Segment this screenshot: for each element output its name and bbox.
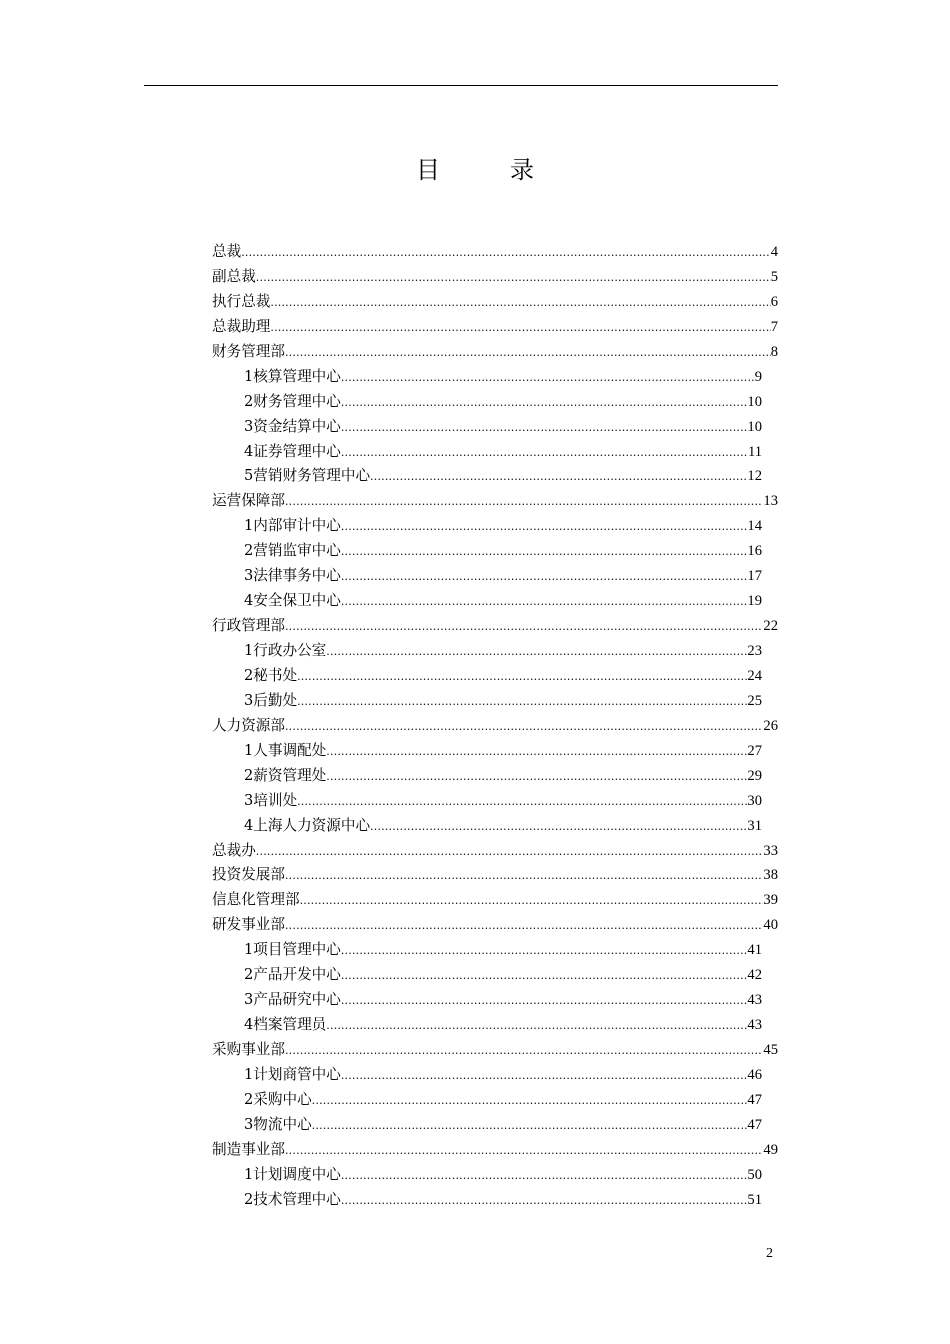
toc-entry[interactable]: [212, 814, 762, 839]
toc-dot-leader: [297, 665, 747, 690]
toc-dot-leader: [370, 465, 747, 490]
toc-dot-leader: [341, 590, 748, 615]
toc-entry-page: 50: [747, 1166, 762, 1183]
toc-entry-page: 25: [747, 692, 762, 709]
toc-entry[interactable]: [212, 589, 762, 614]
toc-dot-leader: [285, 490, 763, 515]
toc-entry[interactable]: [212, 938, 762, 963]
toc-entry[interactable]: [212, 739, 762, 764]
toc-entry-label: 2采购中心: [244, 1090, 312, 1108]
toc-entry[interactable]: [212, 1163, 762, 1188]
toc-entry[interactable]: [212, 664, 762, 689]
toc-entry-page: 30: [747, 792, 762, 809]
toc-entry[interactable]: [212, 564, 762, 589]
toc-entry[interactable]: [212, 464, 762, 489]
toc-dot-leader: [326, 765, 747, 790]
toc-dot-leader: [285, 615, 763, 640]
toc-entry[interactable]: [212, 440, 762, 465]
table-of-contents: [212, 240, 778, 1213]
toc-entry-label: 总裁办: [212, 841, 256, 859]
toc-dot-leader: [256, 840, 764, 865]
toc-dot-leader: [270, 291, 770, 316]
toc-entry[interactable]: [212, 988, 762, 1013]
toc-entry[interactable]: [212, 390, 762, 415]
toc-entry-page: 41: [747, 942, 762, 959]
toc-entry-label: 2产品开发中心: [244, 966, 341, 984]
toc-entry-page: 13: [763, 493, 778, 510]
toc-entry-page: 45: [763, 1042, 778, 1058]
toc-entry-label: 3产品研究中心: [244, 991, 341, 1009]
toc-entry-label: 研发事业部: [212, 916, 285, 934]
toc-entry-page: 24: [747, 667, 762, 684]
toc-entry-page: 40: [763, 917, 778, 934]
toc-dot-leader: [297, 690, 747, 715]
toc-entry[interactable]: [212, 913, 778, 938]
toc-entry-label: 4上海人力资源中心: [244, 816, 371, 834]
toc-entry-label: 投资发展部: [212, 866, 285, 884]
toc-dot-leader: [285, 1039, 763, 1064]
toc-entry-label: 副总裁: [212, 267, 256, 285]
toc-entry-label: 制造事业部: [212, 1140, 285, 1158]
toc-entry[interactable]: [212, 863, 778, 888]
toc-dot-leader: [300, 889, 764, 914]
toc-entry[interactable]: [212, 365, 762, 390]
toc-entry-page: 47: [747, 1116, 762, 1133]
toc-entry[interactable]: [212, 240, 778, 265]
toc-dot-leader: [326, 640, 747, 665]
toc-dot-leader: [326, 1014, 747, 1039]
toc-entry-page: 8: [770, 343, 778, 360]
toc-dot-leader: [285, 1139, 763, 1164]
toc-entry-label: 1人事调配处: [244, 741, 327, 759]
toc-entry-label: 5营销财务管理中心: [244, 467, 371, 485]
toc-entry-page: 9: [754, 368, 762, 385]
toc-entry-label: 3资金结算中心: [244, 417, 341, 435]
toc-entry-label: 财务管理部: [212, 342, 285, 360]
toc-dot-leader: [312, 1089, 748, 1114]
toc-entry[interactable]: [212, 1038, 778, 1063]
toc-entry-page: 33: [763, 842, 778, 859]
toc-entry-page: 31: [747, 817, 762, 834]
toc-entry[interactable]: [212, 1188, 762, 1213]
toc-entry-label: 1计划商管中心: [244, 1065, 341, 1083]
toc-entry-label: 执行总裁: [212, 292, 271, 310]
toc-entry-page: 5: [770, 268, 778, 285]
toc-entry-label: 总裁: [212, 243, 242, 260]
toc-entry-page: 12: [747, 468, 762, 485]
toc-entry[interactable]: [212, 689, 762, 714]
toc-entry-label: 总裁助理: [212, 317, 271, 335]
toc-dot-leader: [285, 715, 763, 740]
toc-entry-page: 42: [747, 967, 762, 984]
toc-entry-label: 行政管理部: [212, 617, 285, 635]
toc-entry[interactable]: [212, 888, 778, 913]
toc-entry-page: 17: [747, 568, 762, 585]
toc-dot-leader: [285, 864, 763, 889]
toc-entry-page: 16: [747, 543, 762, 560]
toc-entry[interactable]: [212, 290, 778, 315]
toc-entry-page: 7: [770, 318, 778, 335]
toc-dot-leader: [326, 740, 747, 765]
toc-dot-leader: [341, 366, 755, 391]
toc-entry-label: 运营保障部: [212, 492, 285, 510]
toc-dot-leader: [256, 266, 771, 291]
toc-entry-label: 1核算管理中心: [244, 367, 341, 385]
toc-entry-label: 4证券管理中心: [244, 442, 341, 460]
toc-entry[interactable]: [212, 614, 778, 639]
page-number: 2: [766, 1246, 773, 1261]
toc-entry-page: 47: [747, 1091, 762, 1108]
toc-entry-page: 27: [747, 742, 762, 759]
toc-entry-label: 1计划调度中心: [244, 1165, 341, 1183]
toc-entry-label: 2财务管理中心: [244, 392, 341, 410]
toc-entry-label: 采购事业部: [212, 1041, 285, 1058]
toc-entry[interactable]: [212, 415, 762, 440]
toc-entry[interactable]: [212, 1113, 762, 1138]
toc-entry[interactable]: [212, 764, 762, 789]
toc-entry-label: 3法律事务中心: [244, 567, 341, 585]
toc-entry-label: 4档案管理员: [244, 1016, 327, 1034]
toc-entry[interactable]: [212, 1063, 762, 1088]
toc-entry[interactable]: [212, 963, 762, 988]
toc-entry[interactable]: [212, 839, 778, 864]
toc-entry-label: 2秘书处: [244, 666, 298, 684]
toc-entry-page: 22: [763, 618, 778, 635]
toc-entry-label: 2技术管理中心: [244, 1190, 341, 1208]
toc-dot-leader: [341, 441, 748, 466]
toc-entry-label: 2营销监审中心: [244, 542, 341, 560]
toc-dot-leader: [341, 515, 748, 540]
toc-entry[interactable]: [212, 1138, 778, 1163]
toc-entry-page: 38: [763, 867, 778, 884]
header-rule: [144, 85, 778, 86]
toc-dot-leader: [312, 1114, 748, 1139]
toc-dot-leader: [270, 316, 770, 341]
toc-entry[interactable]: [212, 340, 778, 365]
toc-entry[interactable]: [212, 265, 778, 290]
toc-dot-leader: [341, 540, 748, 565]
toc-dot-leader: [341, 1189, 748, 1214]
toc-dot-leader: [370, 815, 747, 840]
toc-entry-label: 1内部审计中心: [244, 517, 341, 535]
toc-entry[interactable]: [212, 1013, 762, 1038]
toc-entry-label: 2薪资管理处: [244, 766, 327, 784]
toc-dot-leader: [285, 914, 763, 939]
toc-entry-page: 39: [763, 892, 778, 909]
toc-entry-label: 3培训处: [244, 791, 298, 809]
toc-dot-leader: [341, 1164, 748, 1189]
toc-dot-leader: [285, 341, 771, 366]
toc-entry-page: 43: [747, 992, 762, 1009]
toc-entry-page: 51: [747, 1191, 762, 1208]
toc-entry-label: 4安全保卫中心: [244, 592, 341, 610]
toc-dot-leader: [341, 1064, 748, 1089]
toc-dot-leader: [297, 790, 747, 815]
toc-entry-page: 46: [747, 1066, 762, 1083]
toc-entry[interactable]: [212, 1088, 762, 1113]
toc-dot-leader: [341, 939, 748, 964]
toc-entry-page: 4: [770, 244, 778, 260]
toc-entry-page: 10: [747, 393, 762, 410]
toc-dot-leader: [241, 241, 771, 266]
toc-entry-page: 11: [747, 443, 762, 460]
toc-dot-leader: [341, 565, 748, 590]
page-title: 目录: [416, 156, 604, 184]
toc-entry-page: 49: [763, 1141, 778, 1158]
toc-entry[interactable]: [212, 714, 778, 739]
toc-entry[interactable]: [212, 639, 762, 664]
toc-entry-page: 6: [770, 293, 778, 310]
toc-entry[interactable]: [212, 789, 762, 814]
toc-entry-label: 1项目管理中心: [244, 941, 341, 959]
toc-entry-page: 19: [747, 593, 762, 610]
toc-entry-page: 23: [747, 643, 762, 659]
toc-entry-page: 14: [747, 518, 762, 535]
toc-dot-leader: [341, 964, 748, 989]
toc-dot-leader: [341, 416, 748, 441]
toc-entry-label: 人力资源部: [212, 716, 285, 734]
toc-entry[interactable]: [212, 489, 778, 514]
toc-entry[interactable]: [212, 315, 778, 340]
toc-entry[interactable]: [212, 514, 762, 539]
toc-entry-page: 43: [747, 1017, 762, 1034]
toc-entry[interactable]: [212, 539, 762, 564]
toc-entry-page: 29: [747, 767, 762, 784]
toc-entry-label: 信息化管理部: [212, 891, 300, 909]
toc-entry-page: 10: [747, 418, 762, 435]
toc-entry-label: 1行政办公室: [244, 642, 327, 659]
toc-entry-label: 3后勤处: [244, 691, 298, 709]
toc-dot-leader: [341, 989, 748, 1014]
toc-entry-page: 26: [763, 717, 778, 734]
toc-dot-leader: [341, 391, 748, 416]
toc-entry-label: 3物流中心: [244, 1115, 312, 1133]
